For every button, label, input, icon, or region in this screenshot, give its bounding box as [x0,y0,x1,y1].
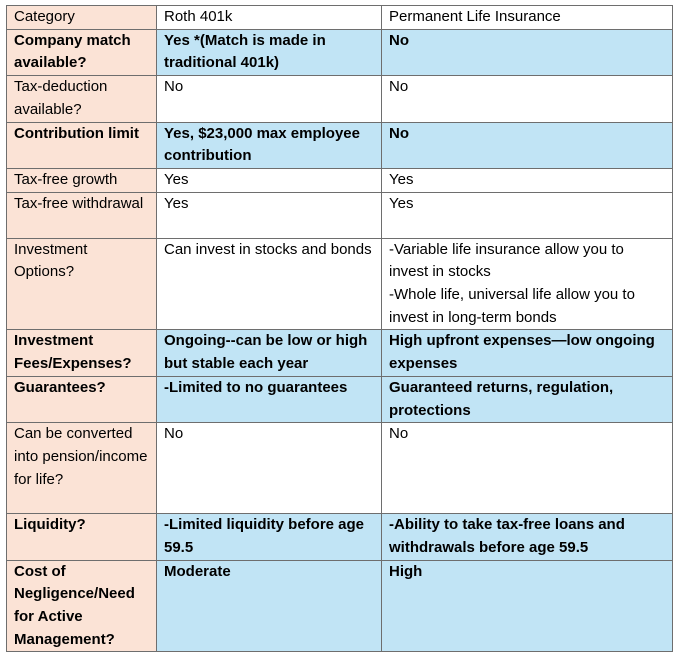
header-category: Category [7,6,157,30]
row-life-cell: -Ability to take tax-free loans and withdrawals before age 59.5 [382,514,673,560]
row-life-cell: High [382,560,673,652]
row-category-cell: Can be converted into pension/income for life? [7,423,157,514]
row-category-cell: Tax-free withdrawal [7,192,157,238]
row-life-cell: No [382,423,673,514]
row-life-cell: No [382,29,673,75]
row-category-cell: Investment Fees/Expenses? [7,330,157,376]
row-roth-cell: Ongoing--can be low or high but stable each year [157,330,382,376]
row-roth-cell: Moderate [157,560,382,652]
row-life-cell: -Variable life insurance allow you to invest in stocks -Whole life, universal life allow you to invest in long-term bonds [382,238,673,330]
row-category-cell: Tax-deduction available? [7,76,157,122]
row-roth-cell: Yes, $23,000 max employee contribution [157,122,382,168]
table-row [7,423,673,514]
table-row [7,168,673,192]
table-row [7,376,673,422]
row-roth-cell: -Limited liquidity before age 59.5 [157,514,382,560]
row-category-cell: Contribution limit [7,122,157,168]
row-life-cell: Guaranteed returns, regulation, protections [382,376,673,422]
table-row [7,122,673,168]
row-life-cell: No [382,122,673,168]
table-row [7,238,673,330]
row-roth-cell: Yes [157,192,382,238]
row-roth-cell: Can invest in stocks and bonds [157,238,382,330]
comparison-table [6,5,673,652]
table-row [7,29,673,75]
row-category-cell: Tax-free growth [7,168,157,192]
header-roth-401k: Roth 401k [157,6,382,30]
row-category-cell: Liquidity? [7,514,157,560]
row-category-label: Company match available? [14,31,131,72]
row-category-cell: Guarantees? [7,376,157,422]
table-row [7,192,673,238]
header-permanent-life: Permanent Life Insurance [382,6,673,30]
row-roth-cell: Yes [157,168,382,192]
row-category-cell: Cost of Negligence/Need for Active Management? [7,560,157,652]
table-row [7,514,673,560]
table-row [7,560,673,652]
row-life-cell: No [382,76,673,122]
table-row [7,76,673,122]
row-roth-cell: No [157,423,382,514]
row-roth-cell: No [157,76,382,122]
header-row [7,6,673,30]
row-roth-cell: Yes *(Match is made in traditional 401k) [157,29,382,75]
row-category-cell: Investment Options? [7,238,157,330]
row-life-cell: Yes [382,168,673,192]
row-life-cell: High upfront expenses—low ongoing expenses [382,330,673,376]
row-category-cell [7,29,157,75]
row-roth-cell: -Limited to no guarantees [157,376,382,422]
table-row [7,330,673,376]
row-life-cell: Yes [382,192,673,238]
